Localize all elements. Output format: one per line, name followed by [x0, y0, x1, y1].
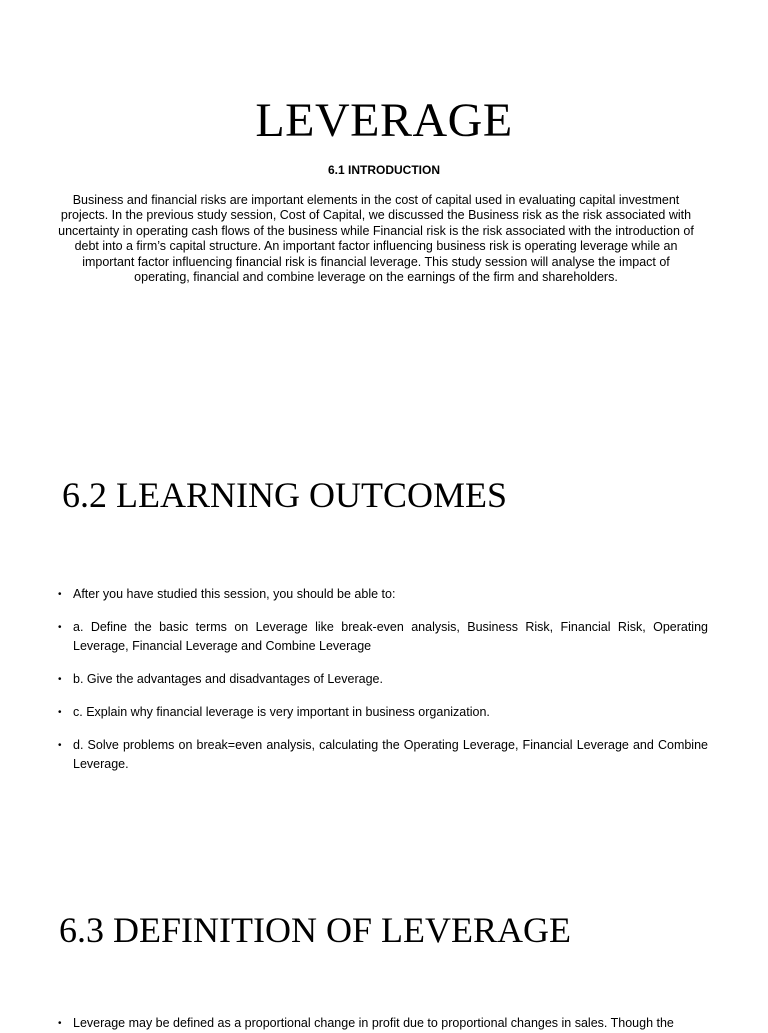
learning-outcomes-title: 6.2 LEARNING OUTCOMES: [62, 475, 507, 515]
definition-title: 6.3 DEFINITION OF LEVERAGE: [59, 910, 571, 950]
learning-outcomes-list: [56, 585, 708, 788]
intro-paragraph: Business and financial risks are important elements in the cost of capital used in evaluating capital investment projects. In the previous study session, Cost of Capital, we discussed the Business risk as the risk associated with uncertainty in operating cash flows of the business while Financial risk is the risk associated with the introduction of debt into a firm’s capital structure. An important factor influencing business risk is operating leverage while an important factor influencing financial risk is financial leverage. This study session will analyse the impact of operating, financial and combine leverage on the earnings of the firm and shareholders.: [58, 193, 694, 285]
bullet-dot: •: [58, 1018, 62, 1029]
list-item: • b. Give the advantages and disadvantages of Leverage.: [56, 670, 708, 689]
definition-text: Leverage may be defined as a proportional change in profit due to proportional changes in sales. Though the: [73, 1016, 674, 1030]
list-item: • a. Define the basic terms on Leverage like break-even analysis, Business Risk, Financial Risk, Operating Leverage, Financial Leverage and Combine Leverage: [56, 618, 708, 656]
section-subheading: 6.1 INTRODUCTION: [327, 163, 440, 177]
list-item: • d. Solve problems on break=even analysis, calculating the Operating Leverage, Financial Leverage and Combine Leverage.: [56, 736, 708, 774]
page-title: LEVERAGE: [255, 94, 513, 147]
list-item: • After you have studied this session, you should be able to:: [56, 585, 708, 604]
list-item: • c. Explain why financial leverage is very important in business organization.: [56, 703, 708, 722]
